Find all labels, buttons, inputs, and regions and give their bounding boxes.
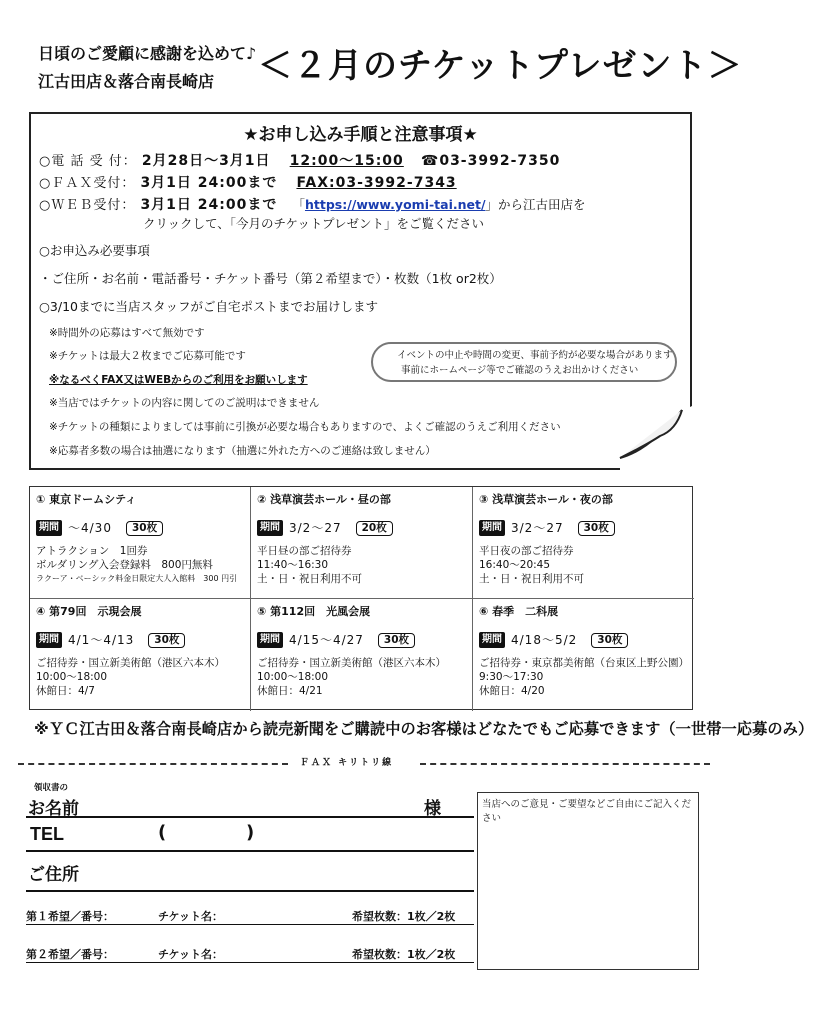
delivery-note: ○3/10までに当店スタッフがご自宅ポストまでお届けします (39, 299, 378, 314)
info-line: イベントの中止や時間の変更、事前予約が必要な場合があります (397, 350, 673, 361)
choice1-field[interactable] (26, 924, 474, 925)
period-tag: 期間 (479, 520, 505, 536)
event-cell (251, 599, 473, 711)
comment-box[interactable] (477, 792, 699, 970)
page-curl-decoration (622, 408, 692, 470)
eligibility-notice: ※ＹＣ江古田＆落合南長崎店から読売新聞をご購読中のお客様はどなたでもご応募できます（一世帯一応募のみ） (34, 720, 813, 738)
event-detail: 休館日：4/20 (479, 685, 545, 697)
page-title: ＜２月のチケットプレゼント＞ (258, 46, 743, 86)
fax-cut-label: ＦＡＸ キリトリ線 (300, 758, 394, 768)
quantity-label: 希望枚数：1枚／2枚 (352, 948, 456, 961)
phone-label: ○電 話 受 付： (39, 154, 137, 169)
note-item: ※なるべくFAX又はWEBからのご利用をお願いします (49, 374, 308, 386)
comment-label: 当店へのご意見・ご要望などご自由にご記入ください (482, 799, 692, 824)
period-tag: 期間 (479, 632, 505, 648)
header-left (38, 40, 256, 96)
fax-date: 3月1日 24:00まで (140, 175, 278, 191)
event-name: ② 浅草演芸ホール・昼の部 (257, 493, 391, 506)
ticket-name-label: チケット名： (158, 948, 224, 961)
tel-paren-close: ) (246, 822, 255, 843)
fax-label: ○ＦＡＸ受付： (39, 176, 136, 191)
event-detail: 10:00～18:00 (36, 671, 108, 683)
event-detail: ご招待券・東京都美術館（台東区上野公園） (479, 657, 689, 669)
event-cell (251, 487, 473, 599)
event-period (36, 520, 244, 536)
event-detail: 16:40～20:45 (479, 559, 551, 571)
info-bubble (371, 342, 677, 382)
event-range: 4/15～4/27 (289, 633, 364, 647)
period-tag: 期間 (36, 520, 62, 536)
fax-row (39, 172, 457, 192)
event-range: 4/1～4/13 (68, 633, 135, 647)
tel-label: TEL (30, 824, 64, 844)
receipt-label: 領収書の (34, 783, 69, 793)
ticket-count-badge: 30枚 (148, 633, 185, 648)
event-name: ① 東京ドームシティ (36, 493, 137, 506)
cut-line-right (420, 763, 710, 765)
event-detail: 平日昼の部ご招待券 (257, 545, 352, 557)
application-box (29, 112, 692, 470)
web-date: 3月1日 24:00まで (140, 197, 278, 213)
event-range: 3/2～27 (289, 521, 342, 535)
cut-line-left (18, 763, 288, 765)
event-detail: ご招待券・国立新美術館（港区六本木） (257, 657, 446, 669)
honorific-label: 様 (424, 799, 441, 819)
quantity-label: 希望枚数：1枚／2枚 (352, 910, 456, 923)
event-grid (29, 486, 693, 710)
event-detail: 土・日・祝日利用不可 (479, 573, 584, 585)
phone-number: ☎03-3992-7350 (420, 153, 561, 169)
event-period (257, 520, 466, 536)
event-detail: アトラクション 1回券 (36, 545, 148, 557)
web-line2: クリックして、「今月のチケットプレゼント」をご覧ください (143, 216, 485, 231)
event-cell (473, 487, 694, 599)
event-period (479, 520, 688, 536)
header-line2: 江古田店＆落合南長崎店 (38, 72, 215, 91)
note-item: ※当店ではチケットの内容に関してのご説明はできません (49, 397, 320, 409)
event-range: 3/2～27 (511, 521, 564, 535)
choice1-label: 第１希望／番号： (26, 910, 114, 923)
phone-time: 12:00～15:00 (289, 153, 404, 169)
event-range: ～4/30 (68, 521, 112, 535)
note-item: ※チケットの種類によりましては事前に引換が必要な場合もありますので、よくご確認のうえご利用ください (49, 421, 561, 433)
event-cell (30, 487, 251, 599)
event-detail: 土・日・祝日利用不可 (257, 573, 362, 585)
event-period (479, 632, 688, 648)
note-item: ※応募者多数の場合は抽選になります（抽選に外れた方へのご連絡は致しません） (49, 445, 436, 457)
info-line: 事前にホームページ等でご確認のうえお出かけください (401, 365, 639, 376)
period-tag: 期間 (257, 520, 283, 536)
event-detail: ご招待券・国立新美術館（港区六本木） (36, 657, 225, 669)
event-period (36, 632, 244, 648)
ticket-count-badge: 20枚 (356, 521, 393, 536)
event-detail: 9:30～17:30 (479, 671, 544, 683)
event-range: 4/18～5/2 (511, 633, 578, 647)
web-label: ○ＷＥＢ受付： (39, 198, 136, 213)
ticket-count-badge: 30枚 (591, 633, 628, 648)
event-detail: ボルダリング入会登録料 800円無料 (36, 559, 213, 571)
event-detail: 11:40～16:30 (257, 559, 329, 571)
event-cell (30, 599, 251, 711)
required-items: ・ご住所・お名前・電話番号・チケット番号（第２希望まで）・枚数（1枚 or2枚） (39, 271, 502, 286)
required-heading: ○お申込み必要事項 (39, 243, 150, 258)
choice2-field[interactable] (26, 962, 474, 963)
phone-row (39, 150, 560, 170)
event-cell (473, 599, 694, 711)
name-field[interactable] (26, 816, 474, 818)
tel-paren-open: ( (158, 822, 167, 843)
event-name: ⑥ 春季 二科展 (479, 605, 559, 618)
header-line1: 日頃のご愛顧に感謝を込めて♪ (38, 44, 257, 63)
application-title: ★お申し込み手順と注意事項★ (243, 125, 478, 145)
address-label: ご住所 (28, 865, 79, 885)
note-item: ※時間外の応募はすべて無効です (49, 327, 205, 339)
ticket-name-label: チケット名： (158, 910, 224, 923)
event-detail: 休館日：4/7 (36, 685, 95, 697)
phone-dates: 2月28日～3月1日 (141, 153, 271, 169)
fax-number: FAX:03-3992-7343 (296, 175, 457, 191)
tel-field[interactable] (26, 850, 474, 852)
web-url-link[interactable]: https://www.yomi-tai.net/ (304, 197, 486, 212)
choice2-label: 第２希望／番号： (26, 948, 114, 961)
period-tag: 期間 (36, 632, 62, 648)
web-row (39, 194, 586, 214)
period-tag: 期間 (257, 632, 283, 648)
event-detail: 平日夜の部ご招待券 (479, 545, 574, 557)
event-detail: 休館日：4/21 (257, 685, 323, 697)
web-quote-open: 「 (292, 197, 305, 212)
event-detail: ラクーア・ベーシック料金日限定大人入館料 300 円引 (36, 574, 238, 583)
event-name: ③ 浅草演芸ホール・夜の部 (479, 493, 613, 506)
ticket-count-badge: 30枚 (578, 521, 615, 536)
event-name: ④ 第79回 示現会展 (36, 605, 142, 618)
web-after: 」から江古田店を (485, 197, 586, 212)
event-period (257, 632, 466, 648)
name-label: お名前 (28, 799, 79, 819)
address-field[interactable] (26, 890, 474, 892)
note-item: ※チケットは最大２枚までご応募可能です (49, 350, 246, 362)
ticket-count-badge: 30枚 (126, 521, 163, 536)
event-detail: 10:00～18:00 (257, 671, 329, 683)
event-name: ⑤ 第112回 光風会展 (257, 605, 371, 618)
ticket-count-badge: 30枚 (378, 633, 415, 648)
